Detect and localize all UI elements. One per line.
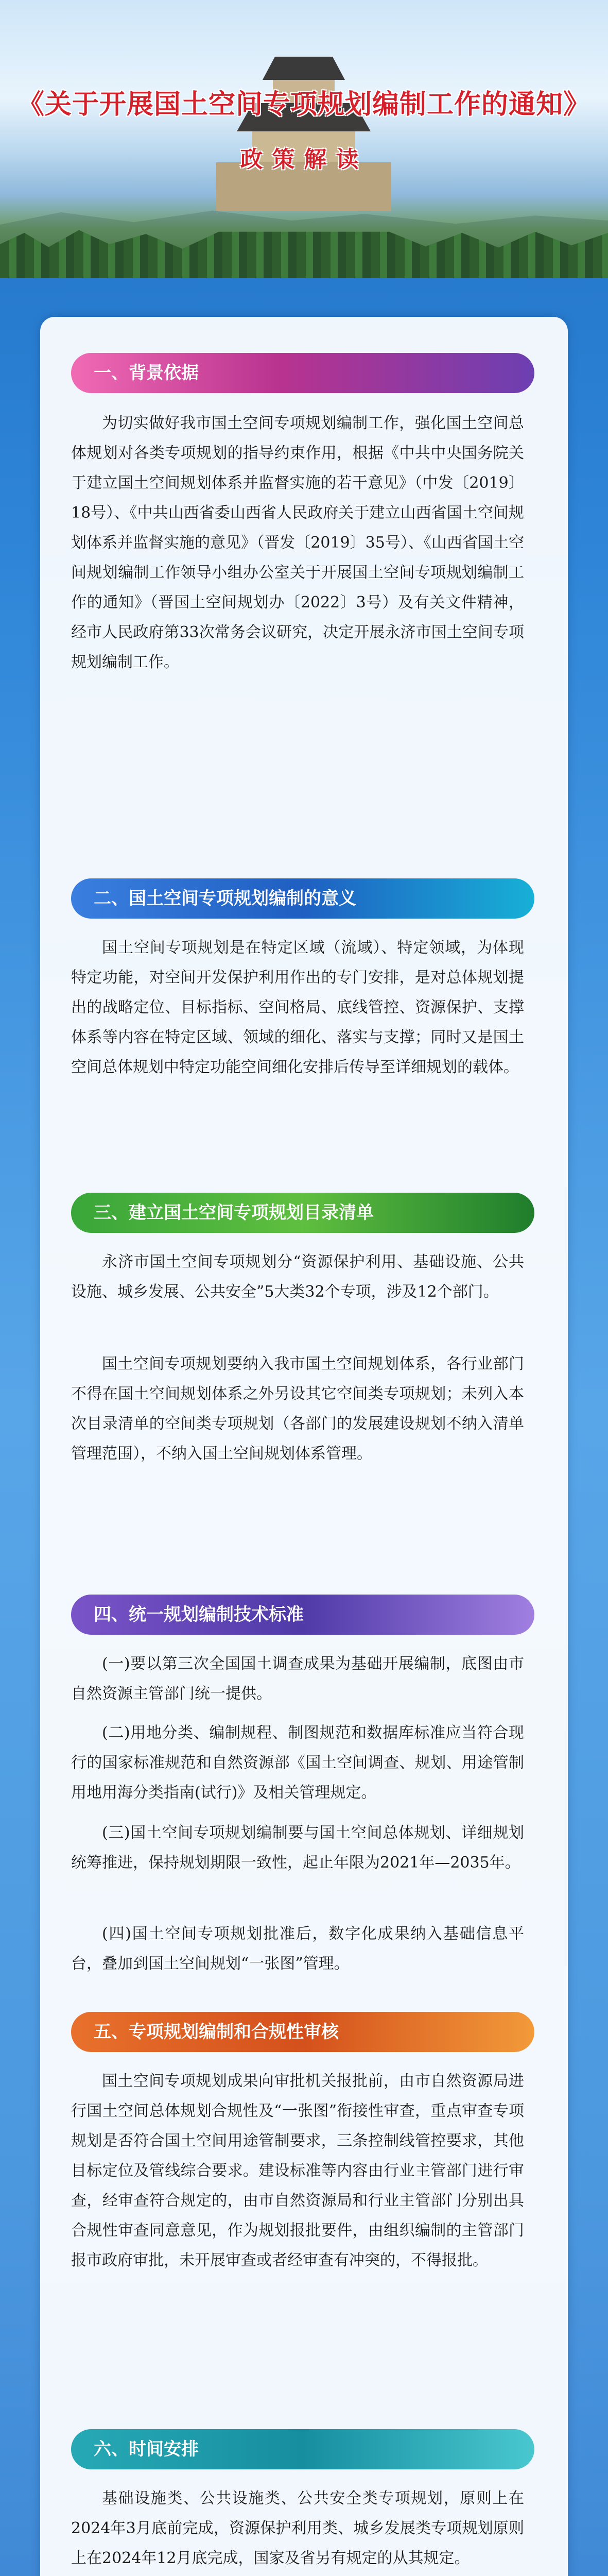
section-paragraph: 为切实做好我市国土空间专项规划编制工作，强化国土空间总体规划对各类专项规划的指导约束作用，根据《中共中央国务院关于建立国土空间规划体系并监督实施的若干意见》（中发〔2019〕18号）、《中共山西省委山西省人民政府关于建立山西省国土空间规划体系并监督实施的意见》（晋发〔2019〕35号）、《山西省国土空间规划编制工作领导小组办公室关于开展国土空间专项规划编制工作的通知》（晋国土空间规划办〔2022〕3号）及有关文件精神，经市人民政府第33次常务会议研究，决定开展永济市国土空间专项规划编制工作。 [71, 414, 524, 671]
section-heading-standards: 四、统一规划编制技术标准 [71, 1595, 534, 1635]
section-paragraph: 国土空间专项规划是在特定区域（流域）、特定领域，为体现特定功能，对空间开发保护利用作出的专门安排，是对总体规划提出的战略定位、目标指标、空间格局、底线管控、资源保护、支撑体系等内容在特定区域、领域的细化、落实与支撑；同时又是国土空间总体规划中特定功能空间细化安排后传导至详细规划的载体。 [71, 939, 524, 1076]
content-panel [40, 317, 568, 2576]
page-title: 《关于开展国土空间专项规划编制工作的通知》 [17, 89, 590, 120]
section-heading-review: 五、专项规划编制和合规性审核 [71, 2012, 534, 2052]
section-paragraph: 基础设施类、公共设施类、公共安全类专项规划，原则上在2024年3月底前完成，资源保护利用类、城乡发展类专项规划原则上在2024年12月底完成，国家及省另有规定的从其规定。 [71, 2489, 524, 2567]
section-heading-schedule: 六、时间安排 [71, 2429, 534, 2469]
section-paragraph: 国土空间专项规划要纳入我市国土空间规划体系，各行业部门不得在国土空间规划体系之外另设其它空间类专项规划；未列入本次目录清单的空间类专项规划（各部门的发展建设规划不纳入清单管理范围），不纳入国土空间规划体系管理。 [71, 1355, 524, 1463]
section-paragraph: (二)用地分类、编制规程、制图规范和数据库标准应当符合现行的国家标准规范和自然资源部《国土空间调查、规划、用途管制用地用海分类指南(试行)》及相关管理规定。 [71, 1724, 524, 1802]
section-heading-background: 一、背景依据 [71, 353, 534, 393]
section-heading-significance: 二、国土空间专项规划编制的意义 [71, 878, 534, 919]
section-paragraph: (三)国土空间专项规划编制要与国土空间总体规划、详细规划统筹推进，保持规划期限一致性，起止年限为2021年—2035年。 [71, 1824, 524, 1872]
title-block [0, 82, 608, 174]
section-paragraph: 国土空间专项规划成果向审批机关报批前，由市自然资源局进行国土空间总体规划合规性及“一张图”衔接性审查，重点审查专项规划是否符合国土空间用途管制要求，三条控制线管控要求，其他目标定位及管线综合要求。建设标准等内容由行业主管部门进行审查，经审查符合规定的，由市自然资源局和行业主管部门分别出具合规性审查同意意见，作为规划报批要件，由组织编制的主管部门报市政府审批，未开展审查或者经审查有冲突的，不得报批。 [71, 2072, 524, 2269]
section-paragraph: (一)要以第三次全国国土调查成果为基础开展编制，底图由市自然资源主管部门统一提供。 [71, 1655, 524, 1703]
section-heading-catalog: 三、建立国土空间专项规划目录清单 [71, 1193, 534, 1233]
page-subtitle: 政策解读 [240, 146, 368, 173]
section-paragraph: (四)国土空间专项规划批准后，数字化成果纳入基础信息平台，叠加到国土空间规划“一张图”管理。 [71, 1925, 524, 1973]
section-paragraph: 永济市国土空间专项规划分“资源保护利用、基础设施、公共设施、城乡发展、公共安全”5大类32个专项，涉及12个部门。 [71, 1253, 524, 1301]
